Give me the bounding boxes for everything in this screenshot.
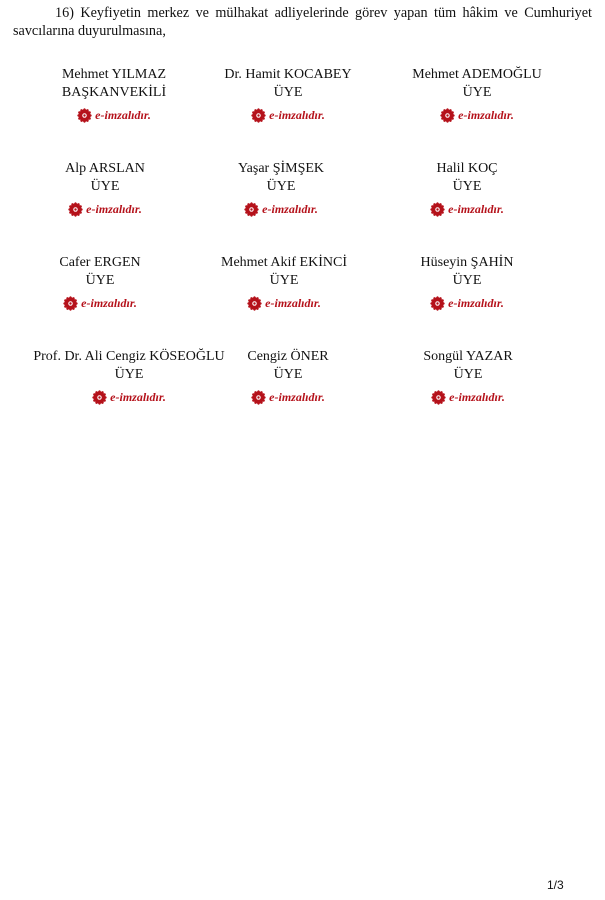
seal-icon	[244, 202, 259, 217]
signature-block	[14, 66, 214, 129]
signatory-name: Mehmet ADEMOĞLU	[412, 67, 542, 82]
signatory-role: ÜYE	[269, 273, 299, 288]
signatory-role: ÜYE	[462, 85, 492, 100]
e-signature-label: e-imzalıdır.	[81, 296, 137, 310]
signature-block	[0, 254, 200, 317]
e-signature-mark	[247, 294, 321, 312]
seal-icon	[251, 390, 266, 405]
signatory-role: ÜYE	[273, 367, 303, 382]
signatory-name: Prof. Dr. Ali Cengiz KÖSEOĞLU	[33, 349, 225, 364]
e-signature-mark	[251, 388, 325, 406]
signatory-name: Yaşar ŞİMŞEK	[237, 161, 325, 176]
e-signature-mark	[77, 106, 151, 124]
signature-block	[377, 66, 577, 129]
signatory-name: Mehmet YILMAZ	[61, 67, 167, 82]
e-signature-label: e-imzalıdır.	[95, 108, 151, 122]
e-signature-mark	[251, 106, 325, 124]
e-signature-label: e-imzalıdır.	[458, 108, 514, 122]
e-signature-label: e-imzalıdır.	[265, 296, 321, 310]
signature-block	[184, 254, 384, 317]
signatory-name: Halil KOÇ	[436, 161, 498, 176]
signatory-name: Mehmet Akif EKİNCİ	[221, 255, 347, 270]
e-signature-mark	[430, 294, 504, 312]
seal-icon	[68, 202, 83, 217]
signature-block	[181, 160, 381, 223]
signatory-role: ÜYE	[266, 179, 296, 194]
e-signature-mark	[92, 388, 166, 406]
signatory-name: Alp ARSLAN	[65, 161, 145, 176]
signature-block	[367, 160, 567, 223]
e-signature-mark	[430, 200, 504, 218]
e-signature-label: e-imzalıdır.	[269, 390, 325, 404]
signatory-role: ÜYE	[273, 85, 303, 100]
signatory-role: ÜYE	[114, 367, 144, 382]
seal-icon	[430, 202, 445, 217]
signatory-role: ÜYE	[453, 367, 483, 382]
intro-paragraph: 16) Keyfiyetin merkez ve mülhakat adliyelerinde görev yapan tüm hâkim ve Cumhuriyet savcılarına duyurulmasına,	[13, 5, 592, 39]
signatory-role: ÜYE	[90, 179, 120, 194]
e-signature-label: e-imzalıdır.	[86, 202, 142, 216]
e-signature-mark	[431, 388, 505, 406]
e-signature-mark	[68, 200, 142, 218]
seal-icon	[63, 296, 78, 311]
seal-icon	[247, 296, 262, 311]
e-signature-label: e-imzalıdır.	[262, 202, 318, 216]
seal-icon	[430, 296, 445, 311]
signature-block	[367, 254, 567, 317]
e-signature-label: e-imzalıdır.	[269, 108, 325, 122]
signatory-name: Dr. Hamit KOCABEY	[224, 67, 352, 82]
seal-icon	[431, 390, 446, 405]
signatory-role: BAŞKANVEKİLİ	[61, 85, 167, 100]
signature-block	[368, 348, 568, 411]
signatory-name: Songül YAZAR	[423, 349, 513, 364]
signature-block	[188, 348, 388, 411]
signatory-role: ÜYE	[85, 273, 115, 288]
e-signature-label: e-imzalıdır.	[448, 296, 504, 310]
e-signature-mark	[63, 294, 137, 312]
signatory-name: Cengiz ÖNER	[247, 349, 329, 364]
seal-icon	[251, 108, 266, 123]
signatory-name: Hüseyin ŞAHİN	[420, 255, 514, 270]
signatory-role: ÜYE	[452, 273, 482, 288]
seal-icon	[77, 108, 92, 123]
e-signature-label: e-imzalıdır.	[448, 202, 504, 216]
e-signature-label: e-imzalıdır.	[110, 390, 166, 404]
e-signature-label: e-imzalıdır.	[449, 390, 505, 404]
signatory-name: Cafer ERGEN	[59, 255, 141, 270]
page-number: 1/3	[547, 878, 564, 892]
seal-icon	[440, 108, 455, 123]
e-signature-mark	[244, 200, 318, 218]
seal-icon	[92, 390, 107, 405]
signature-block	[188, 66, 388, 129]
e-signature-mark	[440, 106, 514, 124]
signatory-role: ÜYE	[452, 179, 482, 194]
signature-block	[5, 160, 205, 223]
